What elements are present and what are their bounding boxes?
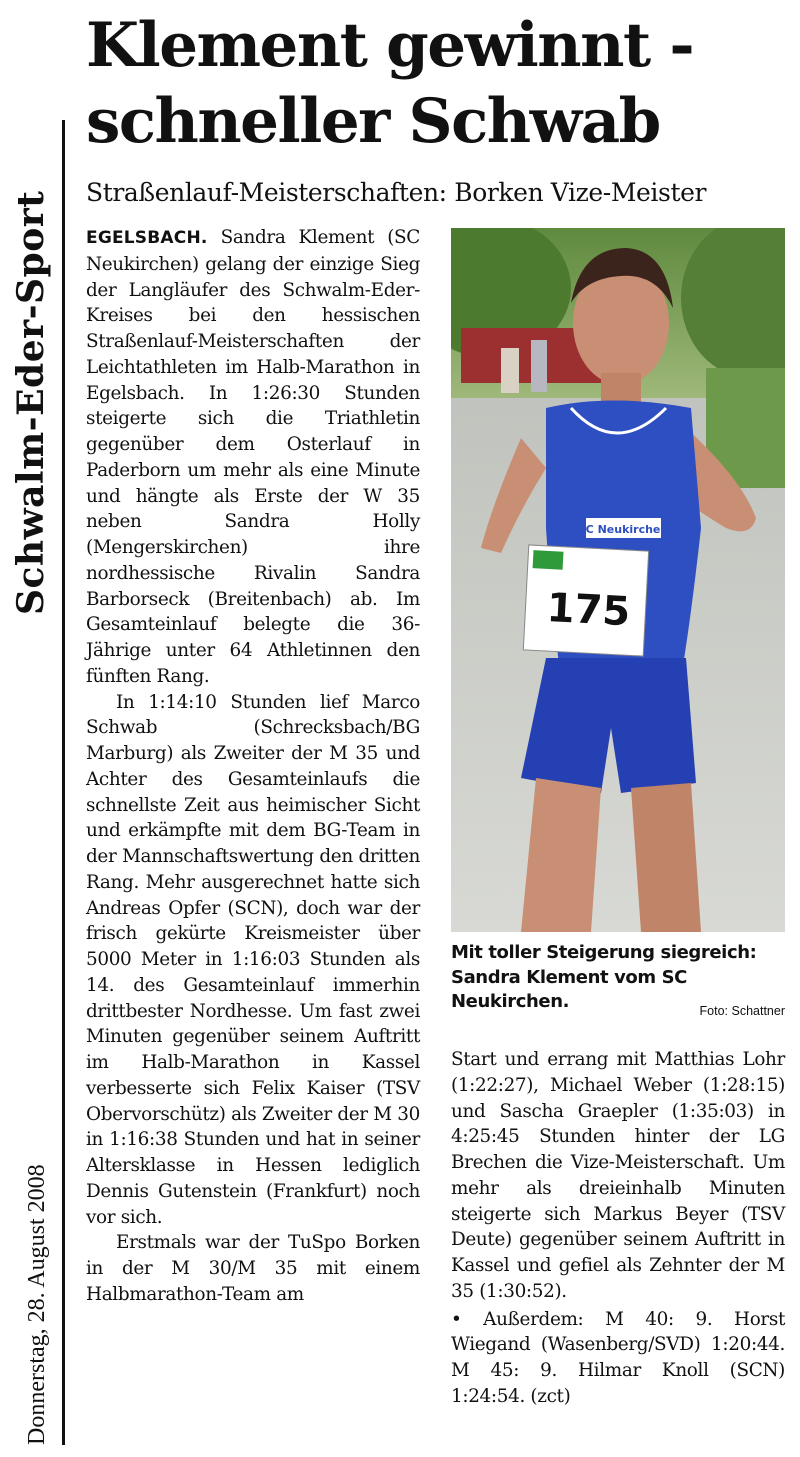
paragraph-3-start: Erstmals war der TuSpo Borken in der M 30/M 35 mit einem Halbmarathon-Team am [86, 1232, 420, 1305]
photo-credit: Foto: Schattner [699, 1004, 785, 1018]
headline-line-1: Klement gewinnt - [86, 10, 694, 81]
bib-number: 175 [545, 584, 632, 636]
paragraph-4: • Außerdem: M 40: 9. Horst Wiegand (Wasenberg/SVD) 1:20:44. M 45: 9. Hilmar Knoll (SCN) 1:24:54. (zct) [451, 1308, 785, 1407]
article-column-2 [451, 1047, 785, 1410]
section-rubric: Schwalm-Eder-Sport [10, 190, 52, 615]
photo-caption: Mit toller Steigerung siegreich: Sandra Klement vom SC Neukirchen. [451, 942, 757, 1012]
paragraph-1-text: Sandra Klement (SC Neukirchen) gelang der einzige Sieg der Langläufer des Schwalm-Eder-Kreises bei den hessischen Straßenlauf-Meisterschaften der Leichtathleten im Halb-Marathon in Egelsbach. In 1:26:30 Stunden steigerte sich die Triathletin gegenüber dem Osterlauf in Paderborn um mehr als eine Minute und hängte als Erste der W 35 neben Sandra Holly (Mengerskirchen) ihre nordhessische Rivalin Sandra Barborseck (Breitenbach) ab. Im Gesamteinlauf belegte die 36-Jährige unter 64 Athletinnen den fünften Rang. [86, 227, 420, 687]
headline [86, 8, 796, 160]
subheadline: Straßenlauf-Meisterschaften: Borken Vize-Meister [86, 178, 707, 207]
headline-line-2: schneller Schwab [86, 86, 660, 157]
paragraph-1 [86, 225, 420, 690]
paragraph-3-continued: Start und errang mit Matthias Lohr (1:22:27), Michael Weber (1:28:15) und Sascha Graepler (1:35:03) in 4:25:45 Stunden hinter der LG Brechen die Vize-Meisterschaft. Um mehr als dreieinhalb Minuten steigerte sich Markus Beyer (TSV Deute) gegenüber seinem Auftritt in Kassel und gefiel als Zehnter der M 35 (1:30:52). [451, 1049, 785, 1302]
runner-photo [451, 228, 785, 932]
shirt-text: SC Neukirchen [577, 523, 669, 536]
paragraph-2: In 1:14:10 Stunden lief Marco Schwab (Schrecksbach/BG Marburg) als Zweiter der M 35 und Achter des Gesamteinlaufs die schnellste Zeit aus heimischer Sicht und erkämpfte mit dem BG-Team in der Mannschaftswertung den dritten Rang. Mehr ausgerechnet hatte sich Andreas Opfer (SCN), doch war der frisch gekürte Kreismeister über 5000 Meter in 1:16:03 Stunden als 14. des Gesamteinlauf immerhin drittbester Nordhesse. Um fast zwei Minuten gegenüber seinem Auftritt im Halb-Marathon in Kassel verbesserte sich Felix Kaiser (TSV Obervorschütz) als Zweiter der M 30 in 1:16:38 Stunden und hat in seiner Altersklasse in Hessen lediglich Dennis Gutenstein (Frankfurt) noch vor sich. [86, 691, 420, 1228]
dateline-lead: EGELSBACH. [86, 228, 208, 248]
article-column-1 [86, 225, 420, 1308]
column-rule [62, 120, 65, 1445]
publication-date: Donnerstag, 28. August 2008 [24, 1164, 50, 1445]
